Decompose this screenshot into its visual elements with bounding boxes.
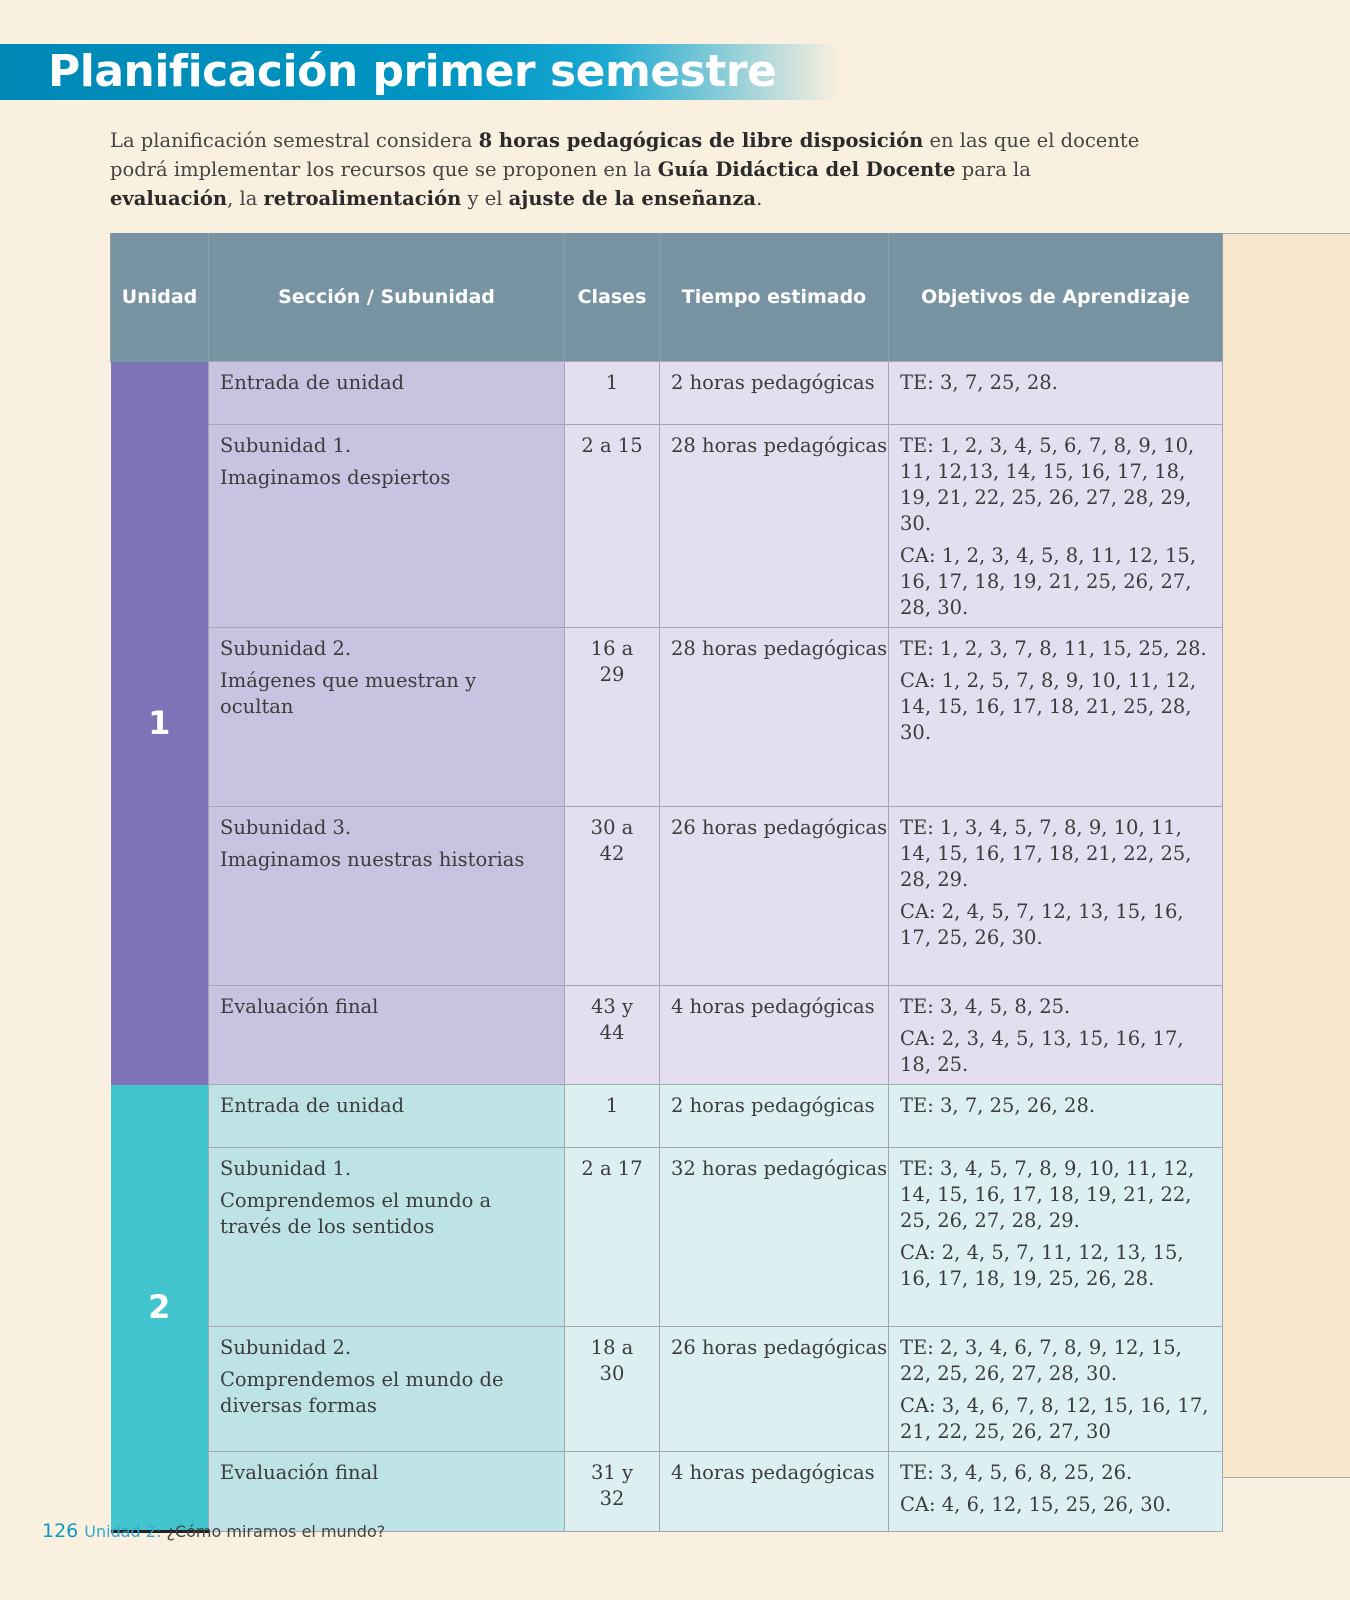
- table-body: [111, 362, 1223, 1532]
- section-cell: [209, 1327, 565, 1452]
- objectives-cell: [889, 628, 1223, 807]
- section-cell: [209, 1085, 565, 1148]
- objectives-ca: CA: 2, 4, 5, 7, 12, 13, 15, 16, 17, 25, 26, 30.: [900, 900, 1184, 949]
- section-title: Evaluación final: [220, 1461, 379, 1484]
- section-title: Subunidad 3.: [220, 816, 352, 839]
- classes-cell: 1: [565, 1085, 660, 1148]
- section-cell: [209, 1148, 565, 1327]
- time-cell: 28 horas pedagógicas: [660, 425, 889, 628]
- section-subtitle: Imágenes que muestran y ocultan: [220, 669, 477, 718]
- objectives-te: TE: 3, 4, 5, 7, 8, 9, 10, 11, 12, 14, 15, 16, 17, 18, 19, 21, 22, 25, 26, 27, 28, 29.: [900, 1157, 1195, 1232]
- time-cell: 26 horas pedagógicas: [660, 807, 889, 986]
- objectives-te: TE: 3, 4, 5, 8, 25.: [900, 995, 1071, 1018]
- section-cell: [209, 807, 565, 986]
- table-header-row: [111, 233, 1223, 362]
- time-cell: 4 horas pedagógicas: [660, 1452, 889, 1532]
- page-title: Planificación primer semestre: [48, 46, 777, 97]
- intro-text-5: y el: [461, 187, 509, 210]
- section-subtitle: Comprendemos el mundo a través de los sentidos: [220, 1189, 492, 1238]
- header-classes: Clases: [565, 233, 660, 362]
- section-cell: [209, 986, 565, 1085]
- header-objectives: Objetivos de Aprendizaje: [889, 233, 1223, 362]
- objectives-cell: [889, 1452, 1223, 1532]
- section-cell: [209, 425, 565, 628]
- classes-cell: 43 y 44: [565, 986, 660, 1085]
- unit-number-cell: 2: [111, 1085, 209, 1532]
- objectives-cell: [889, 425, 1223, 628]
- classes-cell: 18 a 30: [565, 1327, 660, 1452]
- classes-cell: 30 a 42: [565, 807, 660, 986]
- objectives-ca: CA: 3, 4, 6, 7, 8, 12, 15, 16, 17, 21, 22, 25, 26, 27, 30: [900, 1394, 1209, 1443]
- time-cell: 2 horas pedagógicas: [660, 1085, 889, 1148]
- intro-text-4: , la: [227, 187, 264, 210]
- time-cell: 4 horas pedagógicas: [660, 986, 889, 1085]
- intro-bold-evaluation: evaluación: [110, 187, 228, 210]
- page-number: 126: [42, 1520, 79, 1542]
- section-title: Subunidad 1.: [220, 434, 352, 457]
- time-cell: 32 horas pedagógicas: [660, 1148, 889, 1327]
- classes-cell: 2 a 15: [565, 425, 660, 628]
- intro-text-3: para la: [955, 158, 1031, 181]
- intro-bold-guide: Guía Didáctica del Docente: [657, 158, 956, 181]
- objectives-te: TE: 2, 3, 4, 6, 7, 8, 9, 12, 15, 22, 25, 26, 27, 28, 30.: [900, 1336, 1182, 1385]
- objectives-te: TE: 3, 7, 25, 28.: [900, 371, 1058, 394]
- table-row: [111, 425, 1223, 628]
- intro-paragraph: [110, 126, 1150, 213]
- section-subtitle: Imaginamos despiertos: [220, 466, 451, 489]
- page-footer: [42, 1520, 385, 1542]
- objectives-cell: [889, 362, 1223, 425]
- objectives-ca: CA: 1, 2, 5, 7, 8, 9, 10, 11, 12, 14, 15, 16, 17, 18, 21, 25, 28, 30.: [900, 669, 1197, 744]
- objectives-cell: [889, 1085, 1223, 1148]
- objectives-ca: CA: 2, 3, 4, 5, 13, 15, 16, 17, 18, 25.: [900, 1027, 1184, 1076]
- unit-number-cell: 1: [111, 362, 209, 1085]
- section-title: Evaluación final: [220, 995, 379, 1018]
- intro-text-2: en las que el docente podrá implementar los recursos que se proponen en la: [110, 129, 1140, 181]
- section-title: Subunidad 2.: [220, 637, 352, 660]
- table-row: [111, 1148, 1223, 1327]
- classes-cell: 16 a 29: [565, 628, 660, 807]
- classes-cell: 1: [565, 362, 660, 425]
- table-row: [111, 986, 1223, 1085]
- section-title: Entrada de unidad: [220, 1094, 405, 1117]
- objectives-cell: [889, 1148, 1223, 1327]
- classes-cell: 2 a 17: [565, 1148, 660, 1327]
- table-row: [111, 807, 1223, 986]
- section-subtitle: Imaginamos nuestras historias: [220, 848, 525, 871]
- intro-text-6: .: [756, 187, 763, 210]
- objectives-te: TE: 3, 7, 25, 26, 28.: [900, 1094, 1096, 1117]
- intro-bold-adjustment: ajuste de la enseñanza: [508, 187, 757, 210]
- intro-text-1: La planificación semestral considera: [110, 129, 479, 152]
- intro-bold-feedback: retroalimentación: [263, 187, 462, 210]
- footer-unit-question: ¿Cómo miramos el mundo?: [166, 1522, 386, 1541]
- table-row: [111, 628, 1223, 807]
- footer-unit-label: Unidad 2:: [84, 1522, 162, 1541]
- objectives-te: TE: 1, 2, 3, 4, 5, 6, 7, 8, 9, 10, 11, 12,13, 14, 15, 16, 17, 18, 19, 21, 22, 25, 26, 27, 28, 29, 30.: [900, 434, 1195, 535]
- objectives-ca: CA: 2, 4, 5, 7, 11, 12, 13, 15, 16, 17, 18, 19, 25, 26, 28.: [900, 1241, 1184, 1290]
- objectives-te: TE: 1, 3, 4, 5, 7, 8, 9, 10, 11, 14, 15, 16, 17, 18, 21, 22, 25, 28, 29.: [900, 816, 1192, 891]
- objectives-te: TE: 3, 4, 5, 6, 8, 25, 26.: [900, 1461, 1133, 1484]
- objectives-te: TE: 1, 2, 3, 7, 8, 11, 15, 25, 28.: [900, 637, 1207, 660]
- section-title: Subunidad 1.: [220, 1157, 352, 1180]
- time-cell: 26 horas pedagógicas: [660, 1327, 889, 1452]
- table-row: [111, 1327, 1223, 1452]
- section-cell: [209, 362, 565, 425]
- objectives-cell: [889, 807, 1223, 986]
- section-title: Entrada de unidad: [220, 371, 405, 394]
- section-subtitle: Comprendemos el mundo de diversas formas: [220, 1368, 504, 1417]
- time-cell: 28 horas pedagógicas: [660, 628, 889, 807]
- objectives-cell: [889, 1327, 1223, 1452]
- objectives-ca: CA: 4, 6, 12, 15, 25, 26, 30.: [900, 1493, 1172, 1516]
- side-decoration-panel: [1222, 233, 1350, 1478]
- objectives-ca: CA: 1, 2, 3, 4, 5, 8, 11, 12, 15, 16, 17, 18, 19, 21, 25, 26, 27, 28, 30.: [900, 544, 1197, 619]
- section-cell: [209, 628, 565, 807]
- section-title: Subunidad 2.: [220, 1336, 352, 1359]
- intro-bold-hours: 8 horas pedagógicas de libre disposición: [478, 129, 924, 152]
- header-section: Sección / Subunidad: [209, 233, 565, 362]
- table-row: [111, 362, 1223, 425]
- time-cell: 2 horas pedagógicas: [660, 362, 889, 425]
- table-row: [111, 1085, 1223, 1148]
- planning-table: [110, 233, 1223, 1533]
- classes-cell: 31 y 32: [565, 1452, 660, 1532]
- header-unit: Unidad: [111, 233, 209, 362]
- header-time: Tiempo estimado: [660, 233, 889, 362]
- objectives-cell: [889, 986, 1223, 1085]
